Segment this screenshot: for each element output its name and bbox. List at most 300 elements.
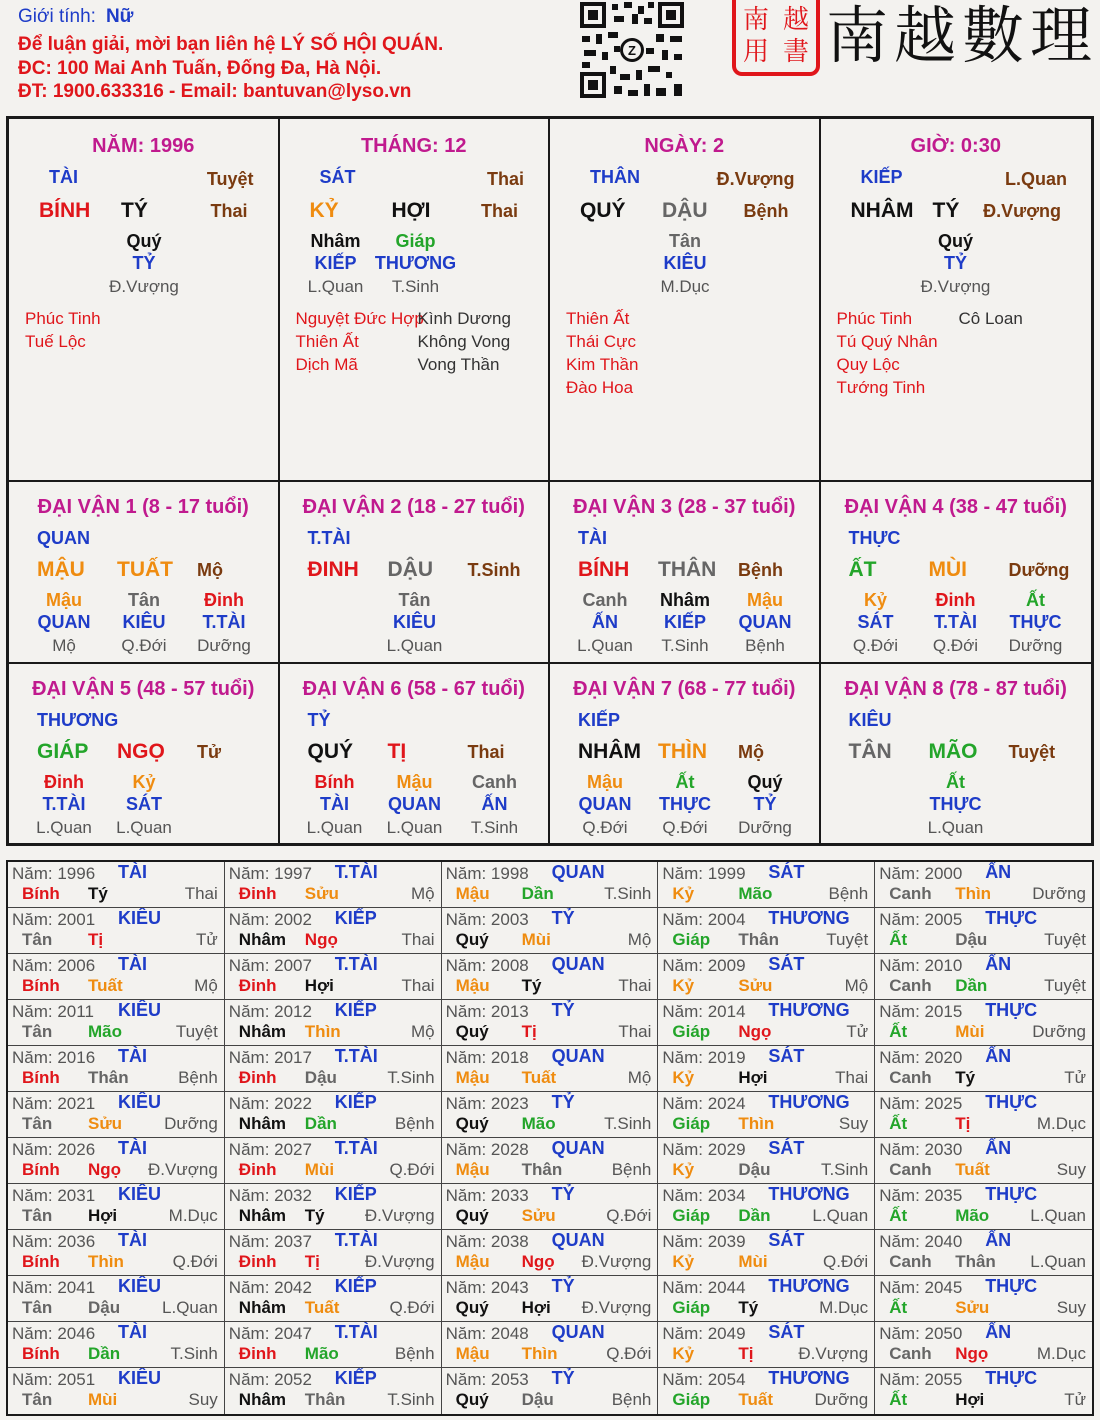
- year-cell[interactable]: [658, 954, 875, 1000]
- year-label: Năm: 2032: [228, 1186, 312, 1205]
- year-cell[interactable]: [8, 1046, 225, 1092]
- hidden-phase: T.Sinh: [391, 277, 440, 296]
- hidden-star: KIÊU: [122, 612, 166, 632]
- year-star: TỶ: [551, 1276, 575, 1296]
- year-label: Năm: 2038: [445, 1232, 529, 1251]
- year-star: KIẾP: [334, 1092, 377, 1112]
- year-cell[interactable]: [875, 954, 1092, 1000]
- year-cell[interactable]: [8, 954, 225, 1000]
- year-cell[interactable]: [875, 1276, 1092, 1322]
- year-stem: Canh: [889, 884, 932, 903]
- year-cell[interactable]: [225, 954, 442, 1000]
- year-star: TÀI: [118, 954, 147, 974]
- year-branch: Tị: [738, 1344, 754, 1363]
- special-star: Vong Thần: [417, 355, 500, 374]
- year-cell[interactable]: [658, 862, 875, 908]
- year-branch: Hợi: [955, 1390, 985, 1409]
- hidden-phase: M.Dục: [660, 277, 710, 296]
- year-cell[interactable]: [225, 1184, 442, 1230]
- hidden-star: KIẾP: [314, 253, 357, 273]
- year-label: Năm: 2003: [445, 910, 529, 929]
- year-cell[interactable]: [8, 1184, 225, 1230]
- year-phase: Đ.Vượng: [581, 1298, 652, 1317]
- special-star: Kình Dương: [417, 309, 511, 328]
- hidden-stem: Đinh: [935, 590, 976, 610]
- special-star: Kim Thần: [566, 355, 639, 374]
- year-star: ẤN: [985, 1046, 1012, 1066]
- year-branch: Mão: [88, 1022, 122, 1041]
- hidden-stem: Đinh: [44, 772, 84, 792]
- year-label: Năm: 2036: [12, 1232, 96, 1251]
- year-branch: Tị: [521, 1022, 537, 1041]
- year-star: KIẾP: [334, 1368, 377, 1388]
- pillar-stem: NHÂM: [850, 199, 914, 222]
- gender-label: Giới tính:: [18, 6, 96, 27]
- year-star: KIÊU: [118, 1184, 162, 1204]
- gender-row: [18, 6, 133, 28]
- year-branch: Dậu: [955, 930, 988, 949]
- year-cell[interactable]: [658, 1138, 875, 1184]
- year-branch: Thân: [955, 1252, 996, 1271]
- year-phase: Mộ: [627, 1068, 652, 1087]
- hidden-star: SÁT: [126, 794, 162, 814]
- hidden-phase: L.Quan: [36, 818, 92, 837]
- year-label: Năm: 2034: [662, 1186, 746, 1205]
- hidden-stem: Canh: [582, 590, 628, 610]
- year-label: Năm: 2046: [12, 1324, 96, 1343]
- year-branch: Thân: [88, 1068, 129, 1087]
- year-cell[interactable]: [442, 862, 659, 908]
- year-star: T.TÀI: [334, 954, 378, 974]
- year-branch: Mão: [955, 1206, 990, 1225]
- dai-van-star: KIÊU: [848, 710, 892, 730]
- year-branch: Thân: [304, 1390, 346, 1409]
- hidden-phase: L.Quan: [116, 818, 172, 837]
- year-star: THỰC: [985, 1368, 1038, 1388]
- pillar-phase: Thai: [480, 201, 518, 221]
- dai-van-phase: T.Sinh: [467, 560, 521, 580]
- year-cell[interactable]: [225, 1000, 442, 1046]
- year-phase: M.Dục: [1036, 1114, 1086, 1133]
- year-cell[interactable]: [658, 1000, 875, 1046]
- year-star: TÀI: [118, 1322, 147, 1342]
- hidden-phase: Q.Đới: [121, 636, 167, 655]
- year-star: THƯƠNG: [768, 1184, 850, 1204]
- year-stem: Nhâm: [238, 1390, 287, 1409]
- year-label: Năm: 2053: [445, 1370, 529, 1389]
- year-phase: Đ.Vượng: [364, 1206, 435, 1225]
- hidden-phase: Dưỡng: [1008, 636, 1063, 655]
- year-star: TÀI: [118, 1230, 147, 1250]
- year-stem: Giáp: [672, 1206, 711, 1225]
- year-stem: Giáp: [672, 1298, 711, 1317]
- year-label: Năm: 2047: [228, 1324, 312, 1343]
- dai-van-title: ĐẠI VẬN 6 (58 - 67 tuổi): [302, 678, 525, 700]
- year-label: Năm: 2048: [445, 1324, 529, 1343]
- year-phase: Tử: [196, 930, 218, 949]
- special-star: Phúc Tinh: [25, 309, 101, 328]
- year-label: Năm: 2016: [12, 1048, 96, 1067]
- year-phase: Đ.Vượng: [148, 1160, 218, 1179]
- seal-char: 越: [782, 5, 809, 35]
- pillar-phase-top: Thai: [486, 169, 524, 189]
- year-cell[interactable]: [442, 1230, 659, 1276]
- year-cell[interactable]: [658, 1368, 875, 1414]
- year-star: THƯƠNG: [768, 1276, 850, 1296]
- hidden-star: QUAN: [738, 612, 792, 632]
- dai-van-stem: ẤT: [848, 558, 877, 581]
- year-label: Năm: 2001: [12, 910, 96, 929]
- year-branch: Tuất: [88, 976, 123, 995]
- year-cell[interactable]: [442, 1322, 659, 1368]
- year-label: Năm: 2019: [662, 1048, 746, 1067]
- year-label: Năm: 2043: [445, 1278, 529, 1297]
- year-cell[interactable]: [225, 1046, 442, 1092]
- year-label: Năm: 2011: [12, 1002, 94, 1021]
- year-phase: Tuyệt: [1044, 930, 1086, 949]
- year-star: QUAN: [551, 1322, 605, 1342]
- year-cell[interactable]: [225, 1092, 442, 1138]
- dai-van-stem: ĐINH: [307, 558, 359, 581]
- year-stem: Quý: [455, 930, 489, 949]
- dai-van-phase: Mộ: [197, 560, 223, 580]
- hidden-star: THƯƠNG: [374, 253, 457, 273]
- dai-van-branch: TỊ: [387, 740, 407, 763]
- pillar-star: SÁT: [319, 167, 356, 187]
- year-phase: Q.Đới: [606, 1206, 652, 1225]
- year-label: Năm: 2040: [879, 1232, 963, 1251]
- year-cell[interactable]: [875, 1184, 1092, 1230]
- year-stem: Ất: [889, 1022, 908, 1041]
- year-cell[interactable]: [658, 1184, 875, 1230]
- year-label: Năm: 2049: [662, 1324, 746, 1343]
- year-cell[interactable]: [875, 1368, 1092, 1414]
- year-cell[interactable]: [658, 1230, 875, 1276]
- hidden-star: QUAN: [37, 612, 91, 632]
- dai-van-cell: [550, 664, 821, 843]
- year-star: THỰC: [985, 908, 1038, 928]
- year-label: Năm: 2006: [12, 956, 96, 975]
- dai-van-branch: DẬU: [387, 558, 433, 581]
- year-cell[interactable]: [875, 1046, 1092, 1092]
- year-star: THỰC: [985, 1092, 1038, 1112]
- year-branch: Mão: [304, 1344, 339, 1363]
- year-branch: Dậu: [738, 1160, 771, 1179]
- year-cell[interactable]: [8, 1276, 225, 1322]
- year-phase: Dưỡng: [1032, 884, 1086, 903]
- special-star: Phúc Tinh: [836, 309, 913, 328]
- year-stem: Đinh: [238, 884, 277, 903]
- year-branch: Tuất: [955, 1160, 990, 1179]
- year-label: Năm: 2026: [12, 1140, 96, 1159]
- year-stem: Nhâm: [238, 930, 287, 949]
- hidden-phase: L.Quan: [927, 818, 984, 837]
- year-branch: Ngọ: [304, 930, 338, 949]
- year-label: Năm: 2052: [228, 1370, 312, 1389]
- dai-van-cell: [280, 664, 551, 843]
- year-label: Năm: 2013: [445, 1002, 529, 1021]
- hidden-stem: Canh: [472, 772, 517, 792]
- year-cell[interactable]: [225, 1230, 442, 1276]
- year-label: Năm: 2027: [228, 1140, 312, 1159]
- year-phase: Tuyệt: [175, 1022, 218, 1041]
- year-star: THỰC: [985, 1184, 1038, 1204]
- year-stem: Đinh: [238, 1160, 277, 1179]
- year-cell[interactable]: [442, 1138, 659, 1184]
- year-label: Năm: 2009: [662, 956, 746, 975]
- year-cell[interactable]: [875, 1138, 1092, 1184]
- hidden-stem: Kỷ: [132, 772, 156, 792]
- dai-van-phase: Tuyệt: [1008, 742, 1056, 762]
- year-branch: Dậu: [521, 1390, 554, 1409]
- year-label: Năm: 2055: [879, 1370, 963, 1389]
- year-star: T.TÀI: [334, 1046, 378, 1066]
- pillar-star: THÂN: [590, 167, 640, 187]
- year-cell[interactable]: [8, 862, 225, 908]
- year-stem: Ất: [889, 1114, 908, 1133]
- year-star: THỰC: [985, 1276, 1038, 1296]
- year-phase: Đ.Vượng: [798, 1344, 869, 1363]
- year-branch: Thìn: [521, 1344, 558, 1363]
- year-cell[interactable]: [8, 908, 225, 954]
- year-phase: T.Sinh: [820, 1160, 869, 1179]
- year-stem: Đinh: [238, 1068, 277, 1087]
- year-cell[interactable]: [875, 1230, 1092, 1276]
- year-branch: Dần: [955, 976, 988, 995]
- year-star: THƯƠNG: [768, 1092, 850, 1112]
- year-phase: T.Sinh: [387, 1390, 435, 1409]
- qr-code-icon[interactable]: [578, 0, 686, 100]
- hidden-stem: Ất: [946, 772, 965, 792]
- hidden-stem: Mậu: [587, 772, 623, 792]
- dai-van-star: T.TÀI: [307, 528, 351, 548]
- hidden-phase: Đ.Vượng: [109, 277, 179, 296]
- dai-van-branch: NGỌ: [117, 740, 165, 763]
- year-phase: Q.Đới: [389, 1298, 435, 1317]
- year-phase: L.Quan: [162, 1298, 218, 1317]
- special-star: Không Vong: [417, 332, 511, 351]
- year-branch: Dậu: [304, 1068, 337, 1087]
- year-branch: Dần: [521, 884, 554, 903]
- special-star: Nguyệt Đức Hợp: [295, 309, 424, 328]
- year-stem: Quý: [455, 1390, 489, 1409]
- year-star: KIÊU: [118, 1092, 162, 1112]
- year-label: Năm: 2051: [12, 1370, 96, 1389]
- year-stem: Kỷ: [672, 976, 695, 995]
- year-cell[interactable]: [875, 1092, 1092, 1138]
- contact-line-2: ĐC: 100 Mai Anh Tuấn, Đống Đa, Hà Nội.: [18, 58, 382, 79]
- dai-van-phase: Mộ: [738, 742, 764, 762]
- hidden-star: THỰC: [929, 794, 982, 814]
- hidden-stem: Ất: [1026, 590, 1045, 610]
- year-branch: Ngọ: [521, 1252, 555, 1271]
- year-cell[interactable]: [8, 1230, 225, 1276]
- year-stem: Canh: [889, 1252, 932, 1271]
- year-label: Năm: 2042: [228, 1278, 312, 1297]
- year-phase: Mộ: [194, 976, 218, 995]
- hidden-phase: T.Sinh: [661, 636, 709, 655]
- year-phase: Thai: [401, 976, 435, 995]
- year-branch: Tị: [955, 1114, 971, 1133]
- year-label: Năm: 2033: [445, 1186, 529, 1205]
- year-phase: Đ.Vượng: [364, 1252, 435, 1271]
- year-phase: M.Dục: [1036, 1344, 1086, 1363]
- hidden-phase: L.Quan: [306, 818, 363, 837]
- year-cell[interactable]: [225, 862, 442, 908]
- year-branch: Sửu: [955, 1298, 990, 1317]
- year-cell[interactable]: [8, 1138, 225, 1184]
- hidden-stem: Mậu: [747, 590, 783, 610]
- year-star: THƯƠNG: [768, 1368, 850, 1388]
- pillar-cell: [9, 119, 280, 482]
- year-cell[interactable]: [8, 1322, 225, 1368]
- year-label: Năm: 2015: [879, 1002, 963, 1021]
- year-star: TỶ: [551, 1092, 575, 1112]
- year-phase: T.Sinh: [387, 1068, 435, 1087]
- year-cell[interactable]: [442, 1368, 659, 1414]
- hidden-star: ẤN: [481, 794, 508, 814]
- year-stem: Ất: [889, 930, 908, 949]
- year-phase: Dưỡng: [1032, 1022, 1086, 1041]
- dai-van-phase: Tử: [197, 742, 222, 762]
- year-phase: Tử: [846, 1022, 869, 1041]
- dai-van-title: ĐẠI VẬN 5 (48 - 57 tuổi): [32, 678, 255, 700]
- year-label: Năm: 2014: [662, 1002, 746, 1021]
- year-cell[interactable]: [442, 908, 659, 954]
- year-label: Năm: 1998: [445, 864, 529, 883]
- dai-van-stem: TÂN: [848, 740, 892, 763]
- special-star: Tuế Lộc: [25, 332, 86, 351]
- year-cell[interactable]: [225, 1322, 442, 1368]
- special-star: Dịch Mã: [295, 355, 358, 374]
- year-cell[interactable]: [658, 1092, 875, 1138]
- hidden-star: T.TÀI: [202, 612, 246, 632]
- year-cell[interactable]: [875, 1322, 1092, 1368]
- hidden-phase: T.Sinh: [470, 818, 519, 837]
- year-branch: Dậu: [88, 1298, 121, 1317]
- year-branch: Sửu: [88, 1114, 123, 1133]
- year-star: SÁT: [768, 954, 805, 974]
- year-phase: T.Sinh: [604, 884, 652, 903]
- year-star: ẤN: [985, 1322, 1012, 1342]
- year-cell[interactable]: [658, 1322, 875, 1368]
- year-branch: Tý: [304, 1206, 325, 1225]
- year-cell[interactable]: [875, 908, 1092, 954]
- seal-char: 南: [742, 5, 769, 35]
- year-stem: Quý: [455, 1022, 489, 1041]
- year-phase: Bệnh: [394, 1114, 435, 1133]
- dai-van-title: ĐẠI VẬN 3 (28 - 37 tuổi): [573, 496, 796, 518]
- dai-van-title: ĐẠI VẬN 1 (8 - 17 tuổi): [37, 496, 249, 518]
- year-label: Năm: 2000: [879, 864, 963, 883]
- hidden-star: QUAN: [388, 794, 441, 814]
- year-stem: Tân: [22, 1114, 53, 1133]
- year-stem: Canh: [889, 1160, 932, 1179]
- year-phase: L.Quan: [1030, 1206, 1086, 1225]
- dai-van-title: ĐẠI VẬN 2 (18 - 27 tuổi): [302, 496, 525, 518]
- dai-van-title: ĐẠI VẬN 4 (38 - 47 tuổi): [844, 496, 1067, 518]
- year-star: TÀI: [118, 1138, 147, 1158]
- hidden-star: TỶ: [753, 794, 777, 814]
- pillar-stem: BÍNH: [39, 199, 91, 222]
- year-cell[interactable]: [658, 1046, 875, 1092]
- year-cell[interactable]: [658, 908, 875, 954]
- year-cell[interactable]: [875, 862, 1092, 908]
- year-label: Năm: 2017: [228, 1048, 312, 1067]
- pillar-phase-top: L.Quan: [1005, 169, 1067, 189]
- year-star: SÁT: [768, 1230, 805, 1250]
- year-stem: Mậu: [455, 1068, 490, 1087]
- year-stem: Ất: [889, 1390, 908, 1409]
- year-cell[interactable]: [442, 1276, 659, 1322]
- year-star: KIÊU: [118, 1368, 162, 1388]
- year-star: ẤN: [985, 954, 1012, 974]
- year-star: KIÊU: [118, 1276, 162, 1296]
- year-label: Năm: 2044: [662, 1278, 746, 1297]
- special-star: Đào Hoa: [566, 378, 634, 397]
- hidden-phase: Mộ: [52, 636, 76, 655]
- year-phase: L.Quan: [812, 1206, 869, 1225]
- year-label: Năm: 2025: [879, 1094, 963, 1113]
- year-stem: Giáp: [672, 1022, 711, 1041]
- hidden-phase: Bệnh: [745, 636, 785, 655]
- year-cell[interactable]: [8, 1000, 225, 1046]
- year-cell[interactable]: [658, 1276, 875, 1322]
- year-stem: Mậu: [455, 1252, 490, 1271]
- hidden-star: THỰC: [1009, 612, 1062, 632]
- year-phase: Bệnh: [828, 884, 869, 903]
- year-stem: Bính: [22, 1252, 60, 1271]
- year-cell[interactable]: [225, 908, 442, 954]
- year-cell[interactable]: [442, 1184, 659, 1230]
- year-phase: Bệnh: [611, 1160, 652, 1179]
- year-table: [6, 860, 1094, 1416]
- dai-van-stem: MẬU: [37, 558, 85, 581]
- year-cell[interactable]: [442, 1092, 659, 1138]
- hidden-stem: Tân: [127, 590, 161, 610]
- year-label: Năm: 2020: [879, 1048, 963, 1067]
- dai-van-stem: QUÝ: [307, 740, 354, 763]
- year-label: Năm: 2031: [12, 1186, 96, 1205]
- contact-line-3[interactable]: ĐT: 1900.633316 - Email: bantuvan@lyso.vn: [18, 81, 412, 102]
- year-stem: Đinh: [238, 1252, 277, 1271]
- year-label: Năm: 2035: [879, 1186, 963, 1205]
- year-star: TỶ: [551, 1000, 575, 1020]
- year-label: Năm: 2023: [445, 1094, 529, 1113]
- year-phase: T.Sinh: [170, 1344, 218, 1363]
- year-cell[interactable]: [442, 1000, 659, 1046]
- special-star: Thái Cực: [566, 332, 636, 351]
- pillar-title: GIỜ: 0:30: [910, 135, 1001, 157]
- hidden-phase: L.Quan: [386, 636, 443, 655]
- year-phase: Tử: [1064, 1068, 1086, 1087]
- year-cell[interactable]: [225, 1138, 442, 1184]
- hidden-stem: Nhâm: [310, 231, 361, 251]
- year-cell[interactable]: [442, 954, 659, 1000]
- year-label: Năm: 1996: [12, 864, 96, 883]
- year-branch: Sửu: [521, 1206, 556, 1225]
- year-stem: Canh: [889, 1068, 932, 1087]
- year-label: Năm: 2050: [879, 1324, 963, 1343]
- year-cell[interactable]: [8, 1368, 225, 1414]
- year-cell[interactable]: [225, 1276, 442, 1322]
- year-cell[interactable]: [8, 1092, 225, 1138]
- year-cell[interactable]: [875, 1000, 1092, 1046]
- year-stem: Kỷ: [672, 1160, 695, 1179]
- year-cell[interactable]: [442, 1046, 659, 1092]
- year-cell[interactable]: [225, 1368, 442, 1414]
- dai-van-star: THƯƠNG: [37, 710, 119, 730]
